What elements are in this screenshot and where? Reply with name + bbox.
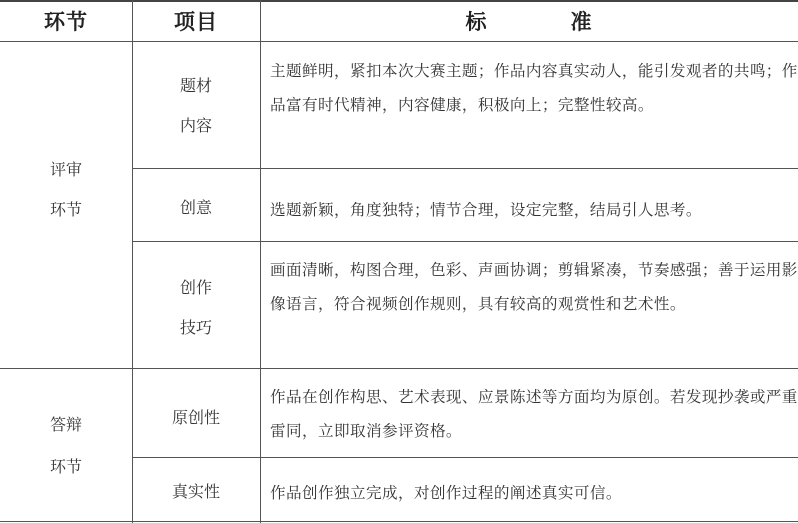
item-creativity: 创意 [179,198,212,217]
standard-subject: 主题鲜明，紧扣本次大赛主题；作品内容真实动人，能引发观者的共鸣；作品富有时代精神，内容健康，积极向上；完整性较高。 [270,62,798,114]
stage-review-line1: 评审 [49,160,82,179]
stage-review-line2: 环节 [49,200,82,219]
standard-creativity: 选题新颖，角度独特；情节合理，设定完整，结局引人思考。 [270,201,702,219]
row-divider-2 [132,241,798,242]
item-technique-line1: 创作 [179,278,212,297]
group-divider [0,368,798,369]
row-divider-3 [132,457,798,458]
item-authenticity: 真实性 [171,482,220,501]
row-divider-1 [132,168,798,169]
table-bottom-border [0,521,798,522]
header-divider [0,41,798,42]
item-technique-line2: 技巧 [179,318,212,337]
header-item: 项目 [174,10,218,34]
item-subject-line1: 题材 [179,76,212,95]
stage-defense-line1: 答辩 [49,415,82,434]
column-divider-2 [260,0,261,523]
standard-originality: 作品在创作构思、艺术表现、应景陈述等方面均为原创。若发现抄袭或严重雷同，立即取消参评资格。 [270,388,798,440]
header-stage: 环节 [44,10,88,34]
item-subject-line2: 内容 [179,116,212,135]
stage-defense-line2: 环节 [49,457,82,476]
standard-technique: 画面清晰，构图合理，色彩、声画协调；剪辑紧凑，节奏感强；善于运用影像语言，符合视频创作规则，具有较高的观赏性和艺术性。 [270,261,798,313]
standard-authenticity: 作品创作独立完成，对创作过程的阐述真实可信。 [270,484,622,502]
item-originality: 原创性 [171,408,220,427]
table-top-border [0,0,798,2]
header-standard: 标 准 [465,10,593,34]
